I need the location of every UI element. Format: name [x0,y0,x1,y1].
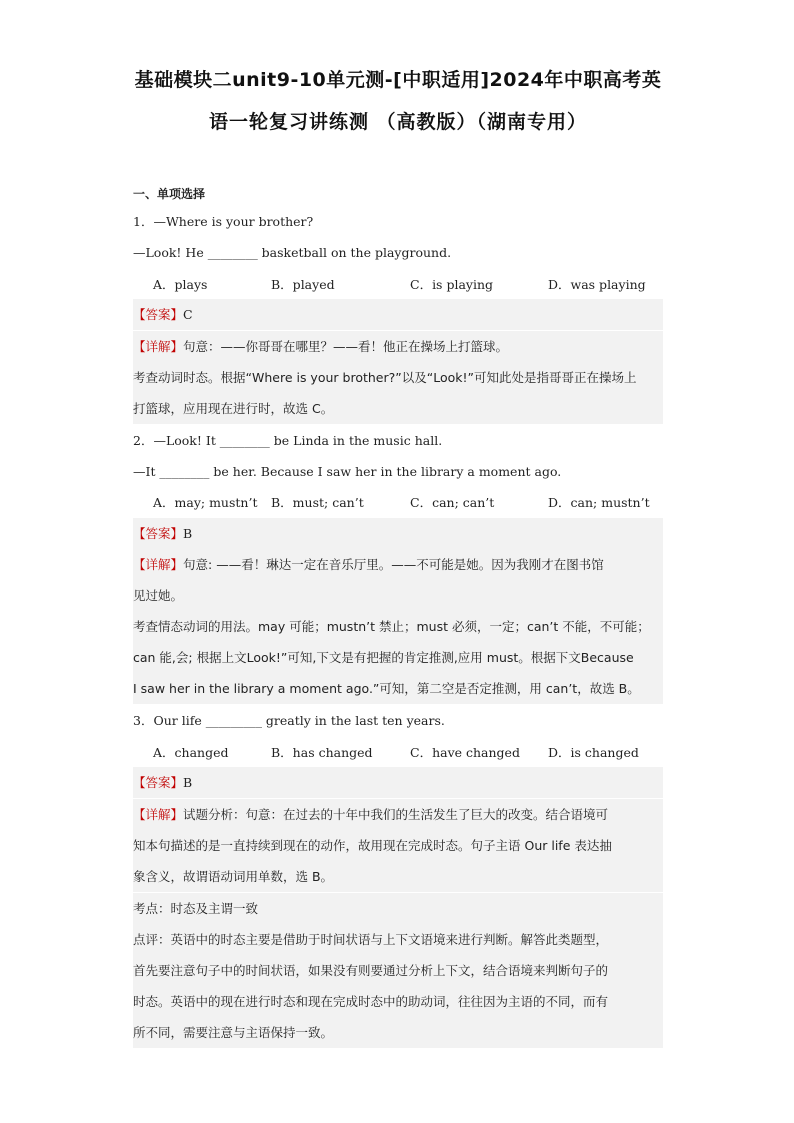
detail-text: 句意：——你哥哥在哪里？——看！他正在操场上打篮球。 [183,339,509,354]
detail-tag: 【详解】 [133,807,184,822]
option-b: B．has changed [271,745,373,760]
question-1-stem-2: —Look! He ________ basketball on the playground. [133,245,452,260]
detail-3-line-7: 时态。英语中的现在进行时态和现在完成时态中的助动词，往往因为主语的不同，而有 [133,986,663,1017]
option-c: C．can; can’t [410,495,495,510]
detail-1-line-2: 考查动词时态。根据“Where is your brother?”以及“Look!”可知此处是指哥哥正在操场上 [133,362,663,393]
option-d: D．was playing [548,277,646,292]
answer-1 [133,299,663,330]
document-title-line-2: 语一轮复习讲练测 （高教版）（湖南专用） [208,111,588,133]
question-3-stem: 3．Our life _________ greatly in the last ten years. [133,713,445,728]
answer-2 [133,518,663,549]
detail-2-line-4: can 能,会; 根据上文Look!”可知,下文是有把握的肯定推测,应用 must。根据下文Because [133,642,663,673]
detail-2-line-3: 考查情态动词的用法。may 可能；mustn’t 禁止；must 必须，一定；can’t 不能，不可能； [133,611,663,642]
detail-3-line-5: 点评：英语中的时态主要是借助于时间状语与上下文语境来进行判断。解答此类题型， [133,924,663,955]
detail-text: 句意: ——看！琳达一定在音乐厅里。——不可能是她。因为我刚才在图书馆 [183,557,604,572]
answer-3 [133,767,663,798]
answer-tag: 【答案】 [133,307,184,322]
option-b: B．must; can’t [271,495,364,510]
option-d: D．can; mustn’t [548,495,650,510]
section-header: 一、单项选择 [133,187,206,201]
detail-2 [133,549,663,580]
detail-3-line-3: 象含义，故谓语动词用单数，选 B。 [133,861,663,892]
detail-2-line-2: 见过她。 [133,580,663,611]
answer-value: C [183,307,193,322]
detail-3 [133,799,663,830]
detail-tag: 【详解】 [133,339,184,354]
answer-value: B [183,775,193,790]
answer-tag: 【答案】 [133,526,184,541]
detail-3-line-6: 首先要注意句子中的时间状语，如果没有则要通过分析上下文，结合语境来判断句子的 [133,955,663,986]
option-b: B．played [271,277,335,292]
option-a: A．plays [153,277,208,292]
detail-3-line-8: 所不同，需要注意与主语保持一致。 [133,1017,663,1048]
option-a: A．may; mustn’t [153,495,258,510]
question-2-stem: 2．—Look! It ________ be Linda in the music hall. [133,433,443,448]
detail-1 [133,331,663,362]
option-c: C．is playing [410,277,494,292]
option-a: A．changed [153,745,229,760]
detail-3-line-2: 知本句描述的是一直持续到现在的动作，故用现在完成时态。句子主语 Our life 表达抽 [133,830,663,861]
question-2-options [133,487,663,518]
question-1-stem: 1．—Where is your brother? [133,214,314,229]
detail-text: 试题分析：句意：在过去的十年中我们的生活发生了巨大的改变。结合语境可 [183,807,609,822]
detail-1-line-3: 打篮球，应用现在进行时，故选 C。 [133,393,663,424]
question-1-options [133,269,663,300]
answer-tag: 【答案】 [133,775,184,790]
question-3-options [133,737,663,768]
document-title-line-1: 基础模块二unit9-10单元测-[中职适用]2024年中职高考英 [134,69,662,91]
detail-tag: 【详解】 [133,557,184,572]
question-2-stem-2: —It ________ be her. Because I saw her in the library a moment ago. [133,464,562,479]
detail-3-line-4: 考点：时态及主谓一致 [133,893,663,924]
option-d: D．is changed [548,745,639,760]
detail-2-line-5: I saw her in the library a moment ago.”可知，第二空是否定推测，用 can’t，故选 B。 [133,673,663,704]
answer-value: B [183,526,193,541]
option-c: C．have changed [410,745,520,760]
